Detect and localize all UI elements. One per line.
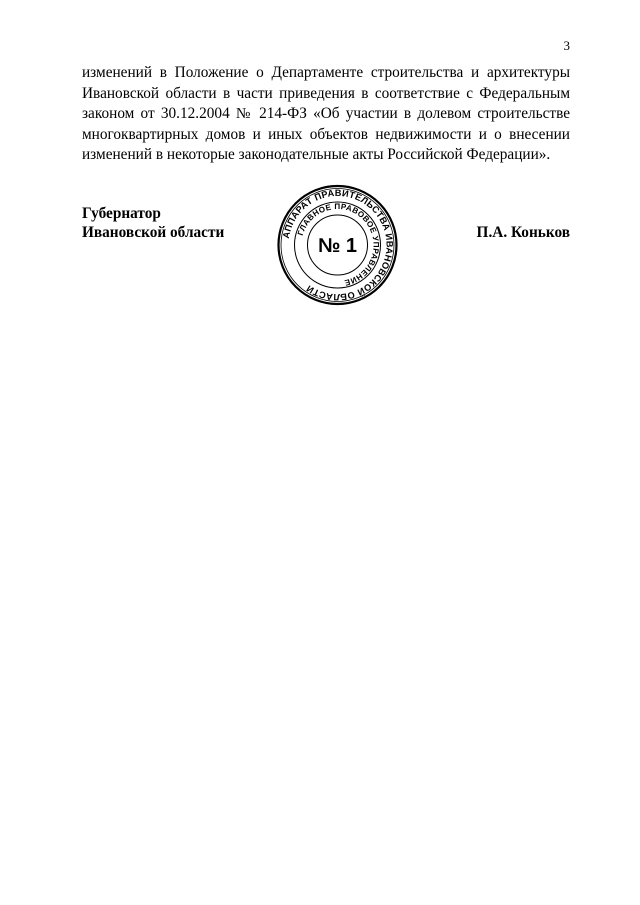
seal-number: № 1 — [318, 235, 357, 257]
signer-title — [82, 205, 224, 242]
body-paragraph — [82, 63, 570, 166]
body-line: многоквартирных домов и иных объектов недвижимости и о внесении — [82, 125, 570, 143]
signer-position: Губернатор — [82, 205, 161, 222]
seal-outer-text: АППАРАТ ПРАВИТЕЛЬСТВА ИВАНОВСКОЙ ОБЛАСТИ — [280, 187, 395, 303]
signer-name: П.А. Коньков — [476, 223, 570, 241]
seal-inner-text: ГЛАВНОЕ ПРАВОВОЕ УПРАВЛЕНИЕ — [295, 201, 381, 288]
body-line: Ивановской области в части приведения в соответствие с Федеральным — [82, 84, 570, 102]
page-number: 3 — [563, 38, 570, 53]
body-line: изменений в Положение о Департаменте строительства и архитектуры — [82, 64, 570, 81]
body-line: законом от 30.12.2004 № 214-ФЗ «Об участии в долевом строительстве — [82, 105, 570, 122]
body-line: изменений в некоторые законодательные акты Российской Федерации». — [82, 146, 551, 163]
signer-region: Ивановской области — [82, 223, 225, 241]
official-seal-stamp — [276, 184, 399, 306]
